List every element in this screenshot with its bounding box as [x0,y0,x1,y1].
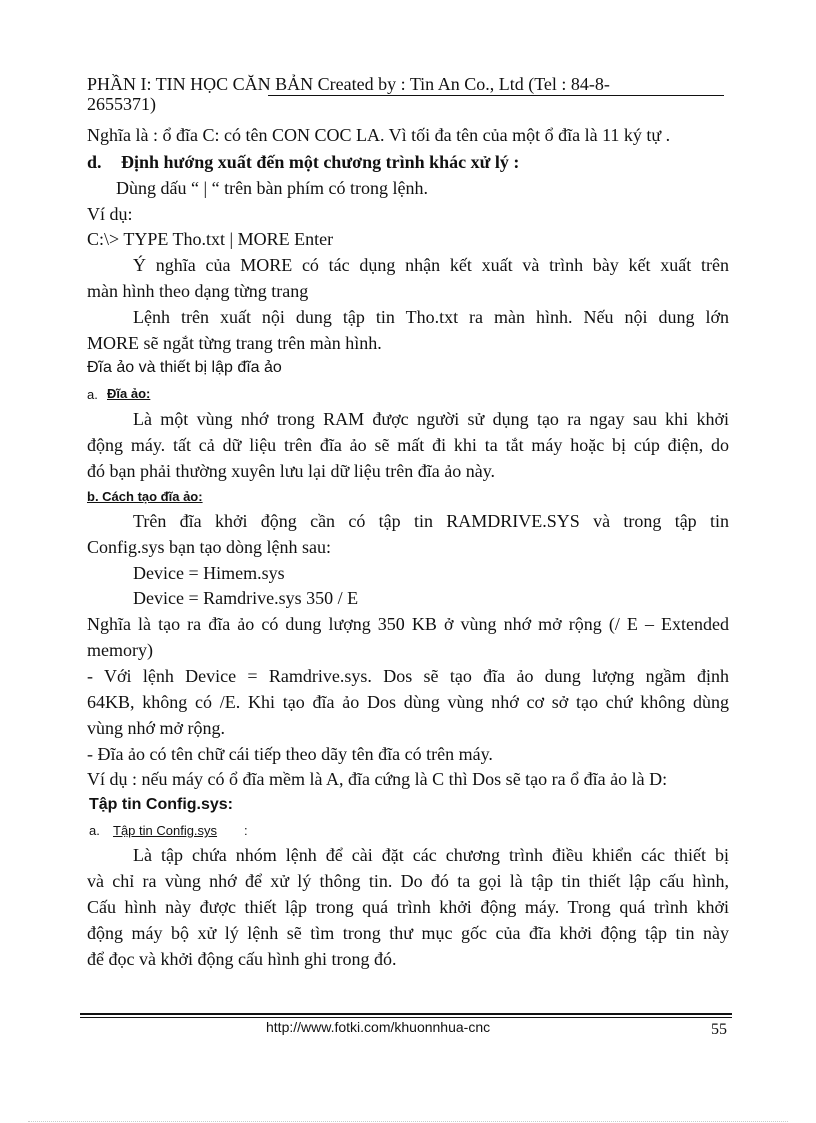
list-marker-a: a. [89,823,100,838]
colon: : [244,823,248,838]
paragraph-line: để đọc và khởi động cấu hình ghi trong đó. [87,949,397,969]
paragraph-line: MORE sẽ ngắt từng trang trên màn hình. [87,333,382,353]
paragraph-line: Là một vùng nhớ trong RAM được người sử dụng tạo ra ngay sau khi khởi [133,409,729,429]
config-line: Device = Himem.sys [133,563,285,583]
subheading-a: Đĩa ảo: [107,386,151,401]
list-marker-a: a. [87,387,98,402]
header-line-1: PHẦN I: TIN HỌC CĂN BẢN Created by : Tin An Co., Ltd (Tel : 84-8- [87,74,610,94]
page-header [87,74,724,114]
paragraph-line: 64KB, không có /E. Khi tạo đĩa ảo Dos dùng vùng nhớ cơ sở tạo chứ không dùng [87,692,729,712]
paragraph-line: và chỉ ra vùng nhớ để xử lý thông tin. Do đó ta gọi là tập tin thiết lập cấu hình, [87,871,729,891]
paragraph-line: - Với lệnh Device = Ramdrive.sys. Dos sẽ tạo đĩa ảo dung lượng ngầm định [87,666,729,686]
paragraph-line: động máy. tất cả dữ liệu trên đĩa ảo sẽ mất đi khi ta tắt máy hoặc bị cúp điện, do [87,435,729,455]
footer-rule [80,1013,732,1015]
paragraph: Dùng dấu “ | “ trên bàn phím có trong lệnh. [116,178,429,198]
header-rule [268,95,724,96]
list-marker-d: d. [87,152,102,172]
paragraph-line: màn hình theo dạng từng trang [87,281,309,301]
paragraph-line: Ý nghĩa của MORE có tác dụng nhận kết xuất và trình bày kết xuất trên [133,255,729,275]
paragraph-line: Là tập chứa nhóm lệnh để cài đặt các chương trình điều khiển các thiết bị [133,845,729,865]
paragraph-line: Trên đĩa khởi động cần có tập tin RAMDRIVE.SYS và trong tập tin [133,511,729,531]
header-line-2: 2655371) [87,94,156,114]
paragraph-line: đó bạn phải thường xuyên lưu lại dữ liệu trên đĩa ảo này. [87,461,496,481]
paragraph: Nghĩa là : ổ đĩa C: có tên CON COC LA. Vì tối đa tên của một ổ đĩa là 11 ký tự . [87,125,671,145]
paragraph-line: Nghĩa là tạo ra đĩa ảo có dung lượng 350 KB ở vùng nhớ mở rộng (/ E – Extended [87,614,729,634]
example-label: Ví dụ: [87,204,133,224]
paragraph-line: Lệnh trên xuất nội dung tập tin Tho.txt ra màn hình. Nếu nội dung lớn [133,307,729,327]
section-heading: Đĩa ảo và thiết bị lập đĩa ảo [87,359,282,376]
paragraph-line: memory) [87,640,153,660]
subheading-b: b. Cách tạo đĩa ảo: [87,489,203,504]
page-edge [28,1121,788,1122]
command-line: C:\> TYPE Tho.txt | MORE Enter [87,229,334,249]
page-number: 55 [711,1021,727,1038]
section-heading: Tập tin Config.sys: [89,796,233,813]
config-line: Device = Ramdrive.sys 350 / E [133,588,359,608]
subheading-d: Định hướng xuất đến một chương trình khác xử lý : [121,152,520,172]
paragraph-line: động máy bộ xử lý lệnh sẽ tìm trong thư mục gốc của đĩa khởi động tập tin này [87,923,729,943]
subheading-a: Tập tin Config.sys [113,823,218,838]
footer-rule [80,1017,732,1018]
footer-url: http://www.fotki.com/khuonnhua-cnc [266,1019,491,1035]
paragraph-line: vùng nhớ mở rộng. [87,718,226,738]
paragraph: - Đĩa ảo có tên chữ cái tiếp theo dãy tên đĩa có trên máy. [87,744,493,764]
paragraph-line: Config.sys bạn tạo dòng lệnh sau: [87,537,331,557]
paragraph: Ví dụ : nếu máy có ổ đĩa mềm là A, đĩa cứng là C thì Dos sẽ tạo ra ổ đĩa ảo là D: [87,769,668,789]
paragraph-line: Cấu hình này được thiết lập trong quá trình khởi động máy. Trong quá trình khởi [87,897,729,917]
